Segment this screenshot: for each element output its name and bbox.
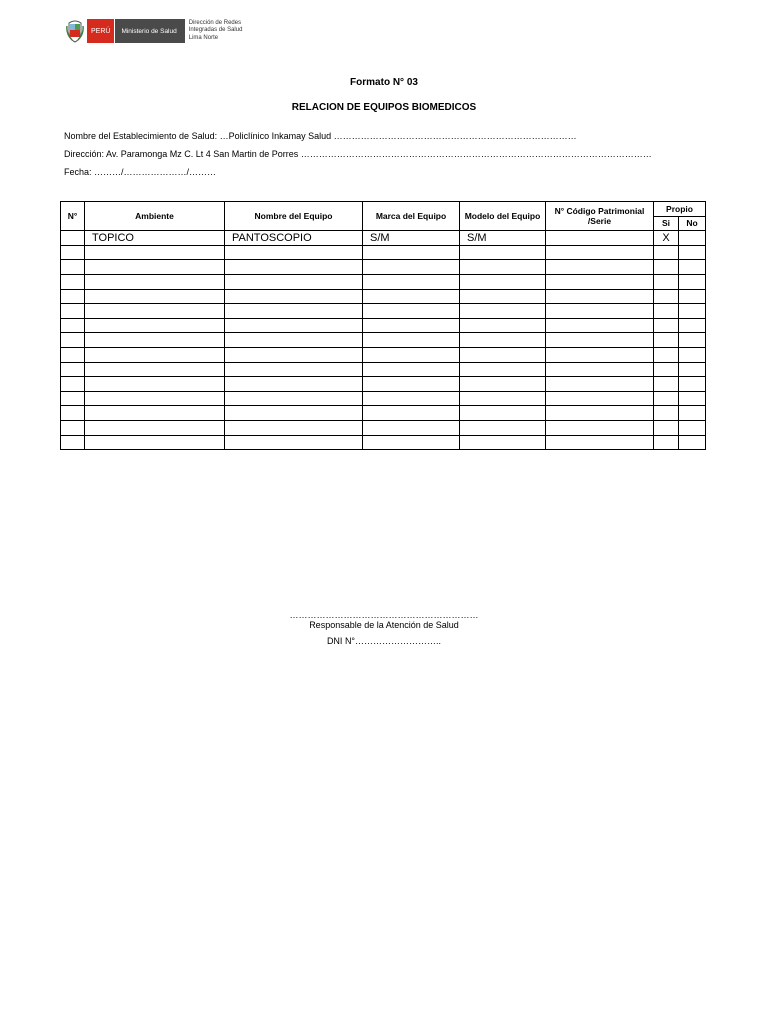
cell-ambiente — [85, 260, 225, 275]
format-title: Formato N° 03 — [350, 77, 418, 88]
cell-ambiente — [85, 377, 225, 392]
cell-num — [61, 406, 85, 421]
table-body — [61, 231, 706, 450]
cell-codigo — [546, 318, 654, 333]
cell-nombre — [225, 245, 363, 260]
cell-marca — [363, 406, 460, 421]
cell-marca — [363, 333, 460, 348]
cell-num — [61, 318, 85, 333]
cell-si — [654, 406, 679, 421]
report-title: RELACION DE EQUIPOS BIOMEDICOS — [291, 102, 477, 113]
cell-modelo — [460, 420, 546, 435]
header-codigo: N° Código Patrimonial /Serie — [546, 202, 654, 231]
cell-si — [654, 274, 679, 289]
cell-ambiente — [85, 420, 225, 435]
cell-codigo — [546, 406, 654, 421]
cell-ambiente — [85, 391, 225, 406]
cell-nombre — [225, 260, 363, 275]
cell-ambiente — [85, 347, 225, 362]
cell-marca — [363, 260, 460, 275]
cell-modelo — [460, 391, 546, 406]
directorate-label — [189, 20, 243, 43]
date-field: Fecha: ………/…………………/……… — [64, 167, 217, 177]
cell-ambiente — [85, 289, 225, 304]
cell-num — [61, 362, 85, 377]
header-num: N° — [61, 202, 85, 231]
table-row — [61, 304, 706, 319]
signature-line: ……………………………………………………… — [289, 610, 479, 620]
ministry-logo — [66, 17, 242, 45]
cell-num — [61, 391, 85, 406]
header-propio: Propio — [654, 202, 706, 217]
cell-num — [61, 347, 85, 362]
cell-no — [679, 274, 706, 289]
header-marca: Marca del Equipo — [363, 202, 460, 231]
cell-no — [679, 391, 706, 406]
table-row — [61, 333, 706, 348]
cell-modelo — [460, 245, 546, 260]
cell-marca — [363, 377, 460, 392]
cell-modelo — [460, 333, 546, 348]
cell-num — [61, 289, 85, 304]
cell-codigo — [546, 362, 654, 377]
cell-no — [679, 231, 706, 246]
cell-no — [679, 362, 706, 377]
cell-marca — [363, 289, 460, 304]
cell-marca — [363, 347, 460, 362]
cell-nombre — [225, 377, 363, 392]
cell-no — [679, 420, 706, 435]
cell-modelo — [460, 362, 546, 377]
cell-ambiente — [85, 435, 225, 450]
cell-codigo — [546, 274, 654, 289]
cell-num — [61, 274, 85, 289]
address-field: Dirección: Av. Paramonga Mz C. Lt 4 San Martin de Porres ……………………………………………………………………………………………………… — [64, 149, 652, 159]
cell-si — [654, 420, 679, 435]
cell-ambiente — [85, 318, 225, 333]
cell-nombre — [225, 420, 363, 435]
signature-dni: DNI N°……………………….. — [326, 636, 442, 646]
cell-si — [654, 289, 679, 304]
table-row — [61, 245, 706, 260]
equipment-table — [60, 201, 706, 450]
cell-marca: S/M — [363, 231, 460, 246]
cell-no — [679, 333, 706, 348]
cell-modelo — [460, 347, 546, 362]
cell-codigo — [546, 231, 654, 246]
cell-modelo — [460, 304, 546, 319]
cell-num — [61, 333, 85, 348]
cell-ambiente — [85, 362, 225, 377]
table-row — [61, 435, 706, 450]
cell-nombre — [225, 304, 363, 319]
cell-codigo — [546, 289, 654, 304]
cell-marca — [363, 420, 460, 435]
cell-codigo — [546, 391, 654, 406]
cell-num — [61, 260, 85, 275]
cell-nombre — [225, 289, 363, 304]
cell-codigo — [546, 377, 654, 392]
cell-modelo — [460, 289, 546, 304]
establishment-field: Nombre del Establecimiento de Salud: …Policlínico Inkamay Salud ……………………………………………………………………… — [64, 131, 577, 141]
cell-nombre — [225, 333, 363, 348]
cell-marca — [363, 435, 460, 450]
cell-num — [61, 304, 85, 319]
coat-of-arms-icon — [66, 18, 84, 44]
cell-nombre: PANTOSCOPIO — [225, 231, 363, 246]
ministry-label: Ministerio de Salud — [114, 19, 184, 43]
cell-modelo — [460, 435, 546, 450]
cell-nombre — [225, 274, 363, 289]
peru-label: PERÚ — [87, 19, 114, 43]
header-no: No — [679, 216, 706, 231]
cell-si — [654, 245, 679, 260]
cell-codigo — [546, 420, 654, 435]
cell-ambiente — [85, 406, 225, 421]
directorate-line-1: Dirección de Redes — [188, 19, 242, 26]
signature-role: Responsable de la Atención de Salud — [309, 620, 459, 630]
cell-modelo — [460, 260, 546, 275]
cell-num — [61, 231, 85, 246]
cell-marca — [363, 274, 460, 289]
cell-si — [654, 318, 679, 333]
header-si: Si — [654, 216, 679, 231]
cell-no — [679, 406, 706, 421]
cell-nombre — [225, 362, 363, 377]
cell-codigo — [546, 435, 654, 450]
cell-no — [679, 260, 706, 275]
table-row — [61, 377, 706, 392]
cell-si — [654, 377, 679, 392]
cell-no — [679, 377, 706, 392]
table-row — [61, 420, 706, 435]
cell-si — [654, 391, 679, 406]
cell-no — [679, 318, 706, 333]
table-row — [61, 231, 706, 246]
cell-modelo — [460, 377, 546, 392]
cell-si — [654, 435, 679, 450]
cell-nombre — [225, 391, 363, 406]
table-header-row — [61, 202, 706, 217]
cell-nombre — [225, 406, 363, 421]
directorate-line-3: Lima Norte — [188, 34, 219, 41]
cell-codigo — [546, 333, 654, 348]
cell-codigo — [546, 304, 654, 319]
table-row — [61, 260, 706, 275]
table-row — [61, 362, 706, 377]
header-ambiente: Ambiente — [85, 202, 225, 231]
cell-modelo — [460, 406, 546, 421]
table-row — [61, 347, 706, 362]
cell-ambiente — [85, 274, 225, 289]
cell-no — [679, 289, 706, 304]
cell-si: X — [654, 231, 679, 246]
cell-no — [679, 435, 706, 450]
cell-codigo — [546, 347, 654, 362]
cell-nombre — [225, 347, 363, 362]
table-row — [61, 274, 706, 289]
cell-num — [61, 245, 85, 260]
cell-marca — [363, 391, 460, 406]
table-row — [61, 318, 706, 333]
header-nombre: Nombre del Equipo — [225, 202, 363, 231]
cell-modelo — [460, 274, 546, 289]
cell-codigo — [546, 260, 654, 275]
cell-ambiente — [85, 304, 225, 319]
cell-nombre — [225, 435, 363, 450]
table-row — [61, 406, 706, 421]
cell-marca — [363, 304, 460, 319]
cell-ambiente: TOPICO — [85, 231, 225, 246]
table-row — [61, 391, 706, 406]
cell-si — [654, 304, 679, 319]
cell-si — [654, 362, 679, 377]
cell-num — [61, 420, 85, 435]
cell-ambiente — [85, 245, 225, 260]
cell-marca — [363, 362, 460, 377]
cell-modelo: S/M — [460, 231, 546, 246]
cell-num — [61, 435, 85, 450]
directorate-line-2: Integradas de Salud — [188, 27, 243, 34]
cell-codigo — [546, 245, 654, 260]
cell-si — [654, 333, 679, 348]
cell-num — [61, 377, 85, 392]
cell-marca — [363, 245, 460, 260]
cell-ambiente — [85, 333, 225, 348]
cell-no — [679, 245, 706, 260]
table-row — [61, 289, 706, 304]
cell-si — [654, 260, 679, 275]
header-modelo: Modelo del Equipo — [460, 202, 546, 231]
cell-no — [679, 304, 706, 319]
cell-nombre — [225, 318, 363, 333]
cell-modelo — [460, 318, 546, 333]
cell-no — [679, 347, 706, 362]
cell-marca — [363, 318, 460, 333]
cell-si — [654, 347, 679, 362]
